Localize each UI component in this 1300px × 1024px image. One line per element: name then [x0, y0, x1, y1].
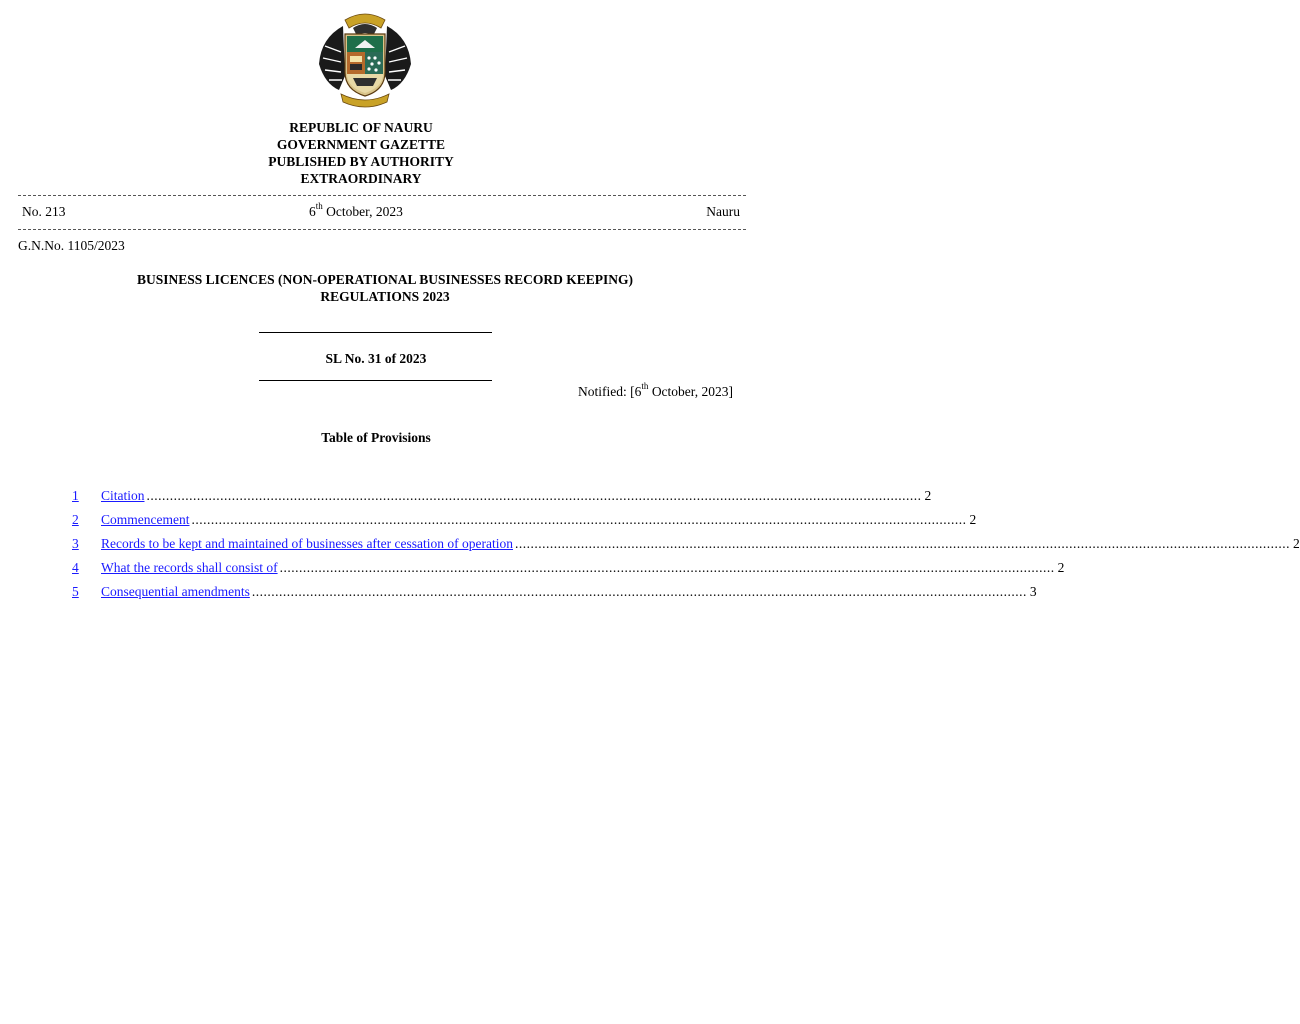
masthead-country: REPUBLIC OF NAURU — [289, 120, 433, 135]
issue-date-suffix: th — [315, 201, 323, 211]
issue-info-row — [22, 201, 740, 222]
toc-item-link[interactable]: Consequential amendments — [101, 584, 250, 599]
toc-page-number: 2 — [1057, 560, 1065, 575]
toc-leader-dots: ........................................................................................................................................................................................................ — [279, 560, 1055, 575]
masthead-publication: GOVERNMENT GAZETTE — [276, 137, 446, 152]
masthead-edition: EXTRAORDINARY — [300, 171, 422, 186]
notified-date — [578, 381, 733, 400]
sl-rule-bottom — [259, 380, 492, 381]
gazette-notice-number: G.N.No. 1105/2023 — [18, 238, 125, 253]
toc-page-number: 2 — [969, 512, 977, 527]
sl-rule-top — [259, 332, 492, 333]
notified-suffix: th — [641, 381, 649, 391]
toc-row — [72, 584, 1037, 608]
toc-row — [72, 536, 1300, 560]
toc-item-link[interactable]: Records to be kept and maintained of businesses after cessation of operation — [101, 536, 514, 551]
table-of-provisions — [72, 488, 1300, 608]
toc-page-number: 2 — [924, 488, 932, 503]
issue-number: No. 213 — [22, 204, 66, 219]
dashed-divider-top — [18, 195, 746, 196]
toc-leader-dots: ........................................................................................................................................................................................................ — [146, 488, 922, 503]
regulation-title-line2: REGULATIONS 2023 — [320, 289, 450, 304]
toc-item-link[interactable]: Commencement — [101, 512, 190, 527]
issue-date-rest: October, 2023 — [322, 204, 403, 219]
toc-leader-dots: ........................................................................................................................................................................................................ — [251, 584, 1027, 599]
regulation-title — [0, 271, 770, 305]
toc-page-number: 2 — [1293, 536, 1300, 551]
issue-date — [309, 201, 403, 220]
toc-item-number-link[interactable]: 3 — [72, 536, 79, 551]
masthead-authority: PUBLISHED BY AUTHORITY — [268, 154, 454, 169]
dashed-divider-bottom — [18, 229, 746, 230]
issue-place: Nauru — [706, 204, 740, 219]
toc-row — [72, 560, 1065, 584]
toc-leader-dots: ........................................................................................................................................................................................................ — [515, 536, 1291, 551]
notified-rest: October, 2023] — [648, 384, 733, 399]
notified-prefix: Notified: [6 — [578, 384, 642, 399]
toc-item-number-link[interactable]: 2 — [72, 512, 79, 527]
toc-item-link[interactable]: Citation — [101, 488, 145, 503]
issue-date-day: 6 — [309, 204, 316, 219]
toc-page-number: 3 — [1029, 584, 1037, 599]
toc-heading: Table of Provisions — [321, 430, 431, 445]
toc-row — [72, 512, 977, 536]
regulation-title-line1: BUSINESS LICENCES (NON-OPERATIONAL BUSINESSES RECORD KEEPING) — [137, 272, 633, 287]
toc-item-number-link[interactable]: 5 — [72, 584, 79, 599]
sl-number: SL No. 31 of 2023 — [325, 351, 427, 366]
toc-item-number-link[interactable]: 1 — [72, 488, 79, 503]
coat-of-arms-crest — [315, 6, 415, 108]
gazette-masthead — [0, 119, 722, 187]
toc-row — [72, 488, 932, 512]
toc-item-number-link[interactable]: 4 — [72, 560, 79, 575]
toc-leader-dots: ........................................................................................................................................................................................................ — [191, 512, 967, 527]
toc-item-link[interactable]: What the records shall consist of — [101, 560, 278, 575]
